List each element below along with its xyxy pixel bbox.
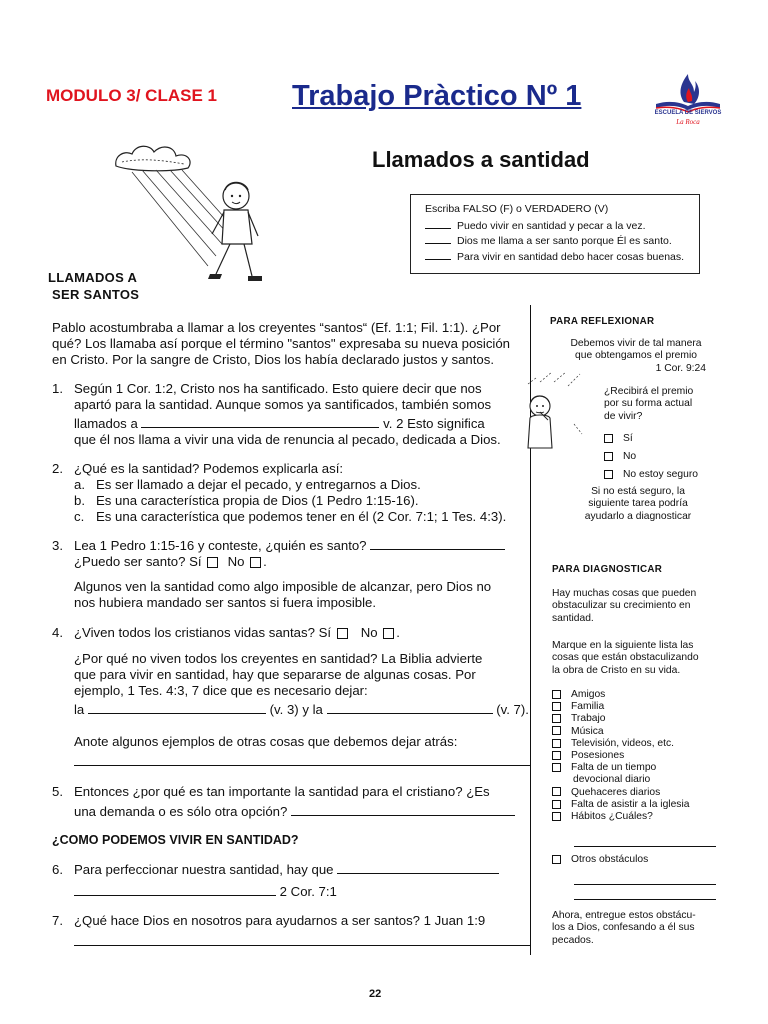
question-number: 1. [52, 381, 63, 396]
question-text: que él nos llama a vivir una vida de renuncia al pecado, dedicada a Dios. [74, 432, 501, 447]
diagnose-line: obstaculizar su crecimiento en [552, 600, 691, 612]
page-number: 22 [369, 988, 382, 1000]
obstacle-item[interactable] [552, 811, 689, 823]
question-text: ejemplo, 1 Tes. 4:3, 7 dice que es necesario dejar: [74, 683, 368, 698]
obstacle-label: Posesiones [571, 750, 625, 762]
verse-line: que obtengamos el premio [575, 350, 697, 362]
checkbox[interactable] [552, 726, 561, 735]
obstacle-item[interactable] [552, 689, 689, 701]
question-text: 2 Cor. 7:1 [279, 884, 337, 899]
question-text: ¿Qué hace Dios en nosotros para ayudarnos a ser santos? 1 Juan 1:9 [74, 913, 486, 928]
option-letter: b. [74, 493, 85, 508]
question-6 [52, 862, 499, 900]
note-line: siguiente tarea podría [588, 498, 688, 510]
obstacle-label: Quehaceres diarios [571, 786, 661, 798]
checkbox[interactable] [552, 787, 561, 796]
obstacle-item[interactable] [552, 701, 689, 713]
diagnose-heading: PARA DIAGNOSTICAR [552, 564, 663, 575]
checkbox[interactable] [552, 763, 561, 772]
obstacle-item[interactable] [552, 854, 648, 866]
answer-line[interactable] [291, 804, 515, 816]
question-text: Para perfeccionar nuestra santidad, hay que [74, 862, 334, 877]
obstacle-label: Falta de asistir a la iglesia [571, 798, 690, 810]
obstacle-label: Amigos [571, 689, 606, 700]
question-number: 7. [52, 913, 63, 928]
question-4: 4. ¿Viven todos los cristianos vidas santas? Sí No . ¿Por qué no viven todos los creyentes en santidad? La Biblia advierte que para vivir en santidad, hay que separarse de algunas cosas. Por ejemplo, 1 Tes. 4:3, 7 dice que es necesario dejar: la (v. 3) y la (v. 7). Anote algunos ejemplos de otras cosas que debemos dejar atrás: [52, 625, 529, 749]
question-number: 5. [52, 784, 63, 799]
checkbox[interactable] [552, 690, 561, 699]
option-label: Sí [623, 433, 633, 444]
no-checkbox[interactable] [383, 628, 394, 639]
answer-line[interactable] [141, 416, 379, 428]
question-2 [52, 461, 506, 525]
diagnose-instructions [552, 640, 699, 677]
obstacle-item[interactable] [552, 799, 689, 811]
question-number: 6. [52, 862, 63, 877]
question-text: una demanda o es sólo otra opción? [74, 804, 288, 819]
diagnose-closing [552, 910, 696, 947]
section-title [48, 270, 139, 304]
question-line: por su forma actual [604, 398, 693, 410]
verse-ref: 1 Cor. 9:24 [655, 362, 706, 374]
closing-line: los a Dios, confesando a él sus [552, 922, 695, 934]
school-logo [648, 68, 728, 130]
answer-blank[interactable] [425, 219, 451, 229]
answer-line[interactable] [574, 884, 716, 885]
checkbox[interactable] [552, 714, 561, 723]
answer-line[interactable] [574, 899, 716, 900]
question-line: ¿Recibirá el premio [604, 386, 694, 397]
true-false-item [425, 234, 699, 250]
intro-line: qué? Los llamaba así porque el término "santos" expresaba su nueva posición [52, 336, 511, 351]
checkbox[interactable] [552, 812, 561, 821]
checkbox[interactable] [552, 739, 561, 748]
diagnose-line: Hay muchas cosas que pueden [552, 588, 697, 599]
answer-blank[interactable] [425, 250, 451, 260]
option-label: No [623, 451, 637, 462]
obstacle-item[interactable] [552, 713, 689, 725]
true-false-item [425, 219, 699, 235]
checkbox[interactable] [552, 800, 561, 809]
true-false-item [425, 250, 699, 266]
section-title-line: LLAMADOS A [48, 270, 138, 285]
page-title: Trabajo Pràctico Nº 1 [292, 80, 582, 112]
diagnose-line: cosas que están obstaculizando [552, 652, 699, 664]
obstacle-label: Música [571, 725, 604, 737]
diagnose-intro [552, 588, 696, 625]
logo-text: ESCUELA DE SIERVOS [654, 110, 722, 116]
question-5 [52, 784, 515, 820]
question-text: apartó para la santidad. Aunque somos ya santificados, también somos [74, 397, 492, 412]
note-line: Si no está seguro, la [591, 486, 685, 497]
yes-checkbox[interactable] [207, 557, 218, 568]
true-false-statement: Para vivir en santidad debo hacer cosas buenas. [457, 250, 685, 263]
answer-line[interactable] [370, 538, 505, 550]
diagnose-line: santidad. [552, 612, 594, 624]
closing-line: Ahora, entregue estos obstácu- [552, 910, 696, 921]
page-subtitle: Llamados a santidad [372, 147, 590, 172]
obstacle-list [552, 689, 689, 823]
question-text: ¿Puedo ser santo? Sí [74, 554, 202, 569]
answer-line[interactable] [574, 846, 716, 847]
question-text: llamados a [74, 416, 138, 431]
question-number: 2. [52, 461, 63, 476]
checkbox[interactable] [604, 452, 613, 461]
logo-subtext: La Roca [676, 118, 700, 126]
answer-line[interactable] [74, 884, 276, 896]
option-text: Es ser llamado a dejar el pecado, y entregarnos a Dios. [96, 477, 421, 492]
question-text: (v. 7). [496, 702, 529, 717]
reflect-note [568, 486, 708, 523]
obstacle-label: Trabajo [571, 713, 606, 725]
obstacle-item[interactable] [552, 750, 689, 762]
answer-line[interactable] [74, 765, 530, 766]
checkbox[interactable] [552, 702, 561, 711]
checkbox[interactable] [552, 751, 561, 760]
yes-checkbox[interactable] [337, 628, 348, 639]
option-no[interactable] [604, 448, 698, 466]
question-text: Anote algunos ejemplos de otras cosas que debemos dejar atrás: [74, 734, 458, 749]
answer-line[interactable] [74, 945, 530, 946]
option-text: Es una característica propia de Dios (1 Pedro 1:15-16). [96, 493, 419, 508]
obstacle-label: Falta de un tiempo [571, 762, 657, 774]
question-3: 3. Lea 1 Pedro 1:15-16 y conteste, ¿quién es santo? ¿Puedo ser santo? Sí No . Algunos ven la santidad como algo imposible de alcanzar, pero Dios no nos hubiera mandado ser santos si fuera imposible. [52, 538, 505, 611]
question-number: 3. [52, 538, 63, 553]
intro-paragraph [52, 320, 510, 368]
closing-line: pecados. [552, 934, 594, 946]
checkbox[interactable] [604, 434, 613, 443]
option-yes[interactable] [604, 430, 698, 448]
question-text: ¿Por qué no viven todos los creyentes en santidad? La Biblia advierte [74, 651, 483, 666]
intro-line: Pablo acostumbraba a llamar a los creyentes “santos“ (Ef. 1:1; Fil. 1:1). ¿Por [52, 320, 501, 335]
question-text: (v. 3) y la [269, 702, 323, 717]
section-title-line: SER SANTOS [52, 287, 140, 302]
obstacle-label: Familia [571, 701, 605, 713]
true-false-statement: Puedo vivir en santidad y pecar a la vez. [457, 219, 646, 232]
reflect-options [604, 430, 698, 484]
option-letter: a. [74, 477, 85, 492]
true-false-statement: Dios me llama a ser santo porque Él es santo. [457, 235, 672, 247]
option-letter: c. [74, 509, 85, 524]
option-unsure[interactable] [604, 466, 698, 484]
intro-line: en Cristo. Por la sangre de Cristo, Dios los había declarado justos y santos. [52, 352, 495, 367]
question-text: que para vivir en santidad, hay que separarse de algunas cosas. Por [74, 667, 476, 682]
module-label: MODULO 3/ CLASE 1 [46, 86, 217, 105]
question-text: ¿Qué es la santidad? Podemos explicarla así: [74, 461, 344, 476]
thinking-boy-illustration [518, 370, 608, 460]
question-text: nos hubiera mandado ser santos si fuera imposible. [74, 595, 377, 610]
reflect-heading: PARA REFLEXIONAR [550, 316, 655, 327]
true-false-box [410, 194, 700, 274]
diagnose-line: la obra de Cristo en su vida. [552, 664, 681, 676]
question-text: Según 1 Cor. 1:2, Cristo nos ha santificado. Esto quiere decir que nos [74, 381, 482, 396]
diagnose-line: Marque en la siguiente lista las [552, 640, 694, 651]
question-text: Lea 1 Pedro 1:15-16 y conteste, ¿quién es santo? [74, 538, 367, 553]
section-heading: ¿COMO PODEMOS VIVIR EN SANTIDAD? [52, 833, 299, 847]
checkbox[interactable] [604, 470, 613, 479]
obstacle-item[interactable] [552, 738, 689, 750]
obstacle-item[interactable] [552, 762, 689, 774]
verse-line: Debemos vivir de tal manera [570, 338, 702, 349]
question-1 [52, 381, 527, 448]
question-text: la [74, 702, 85, 717]
obstacle-label: Hábitos ¿Cuáles? [571, 811, 653, 823]
answer-blank[interactable] [425, 234, 451, 244]
option-text: Es una característica que podemos tener en él (2 Cor. 7:1; 1 Tes. 4:3). [96, 509, 507, 524]
question-line: de vivir? [604, 410, 643, 422]
question-text: ¿Viven todos los cristianos vidas santas? Sí [74, 625, 332, 640]
question-text: No [360, 625, 378, 640]
obstacle-label: Otros obstáculos [571, 854, 649, 865]
question-text: Entonces ¿por qué es tan importante la santidad para el cristiano? ¿Es [74, 784, 490, 799]
obstacle-label: devocional diario [573, 774, 651, 786]
checkbox[interactable] [552, 855, 561, 864]
note-line: ayudarlo a diagnosticar [584, 510, 692, 522]
question-text: v. 2 Esto significa [383, 416, 485, 431]
question-text: Algunos ven la santidad como algo imposible de alcanzar, pero Dios no [74, 579, 492, 594]
true-false-instruction: Escriba FALSO (F) o VERDADERO (V) [425, 203, 609, 215]
answer-line[interactable] [88, 702, 266, 714]
question-text: No [227, 554, 245, 569]
reflect-question [604, 386, 693, 423]
answer-line[interactable] [327, 702, 493, 714]
obstacle-item[interactable] [552, 726, 689, 738]
obstacle-label: Televisión, videos, etc. [571, 737, 675, 749]
question-number: 4. [52, 625, 63, 640]
question-7 [52, 913, 485, 929]
walking-boy-illustration [112, 136, 282, 286]
option-label: No estoy seguro [623, 469, 698, 480]
no-checkbox[interactable] [250, 557, 261, 568]
obstacle-item[interactable] [552, 787, 689, 799]
answer-line[interactable] [337, 862, 499, 874]
